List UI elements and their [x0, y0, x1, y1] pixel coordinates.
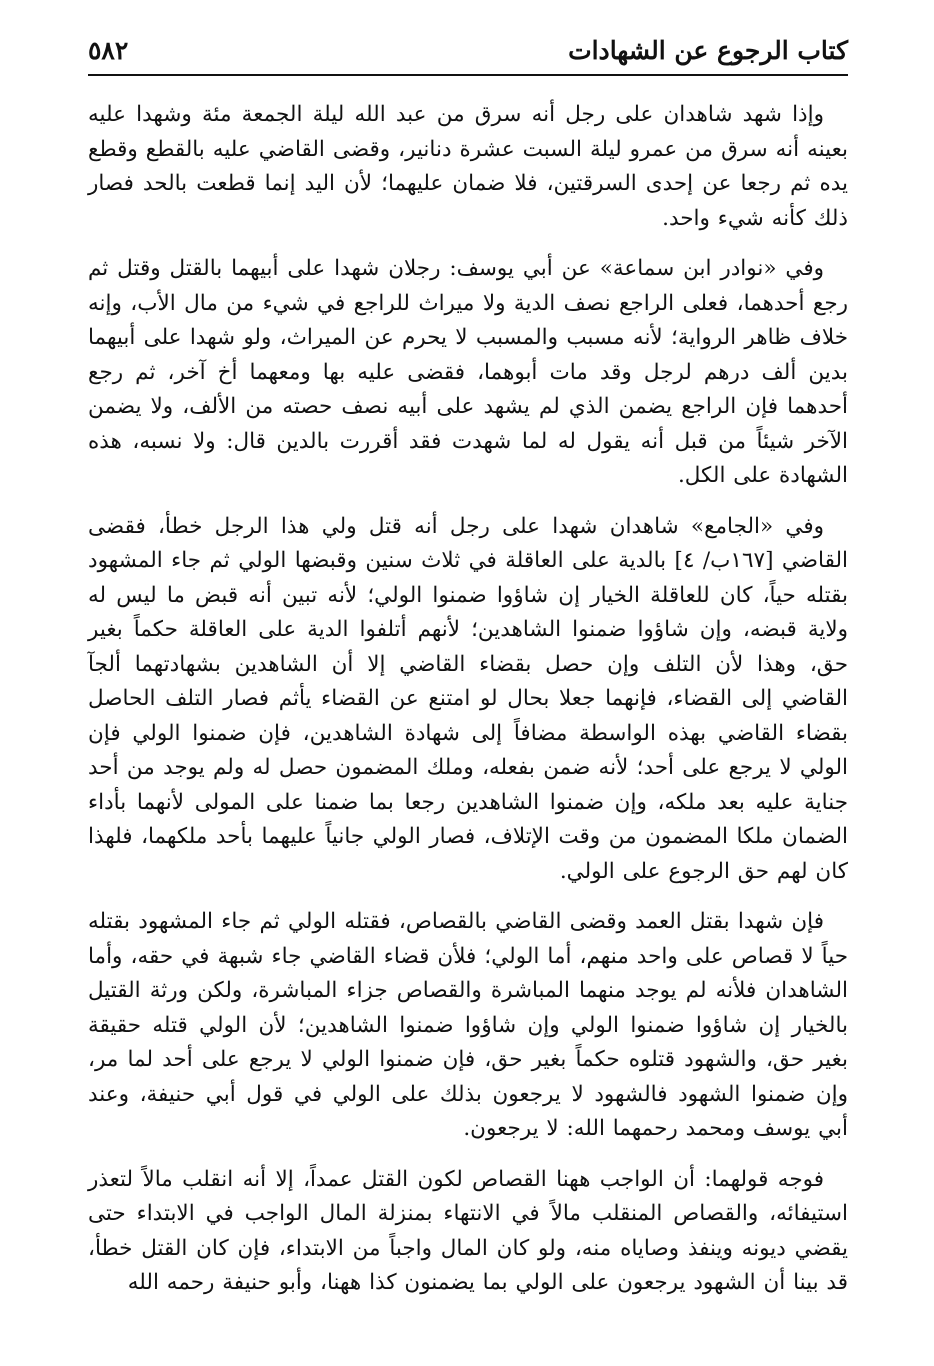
- chapter-title: كتاب الرجوع عن الشهادات: [568, 36, 848, 65]
- book-page: [88, 30, 848, 1350]
- paragraph: وإذا شهد شاهدان على رجل أنه سرق من عبد الله ليلة الجمعة مئة وشهدا عليه بعينه أنه سرق من عمرو ليلة السبت عشرة دنانير، وقضى القاضي عليه بالقطع وقطع يده ثم رجعا عن إحدى السرقتين، فلا ضمان عليهما؛ لأن اليد إنما قطعت بالحد فصار ذلك كأنه شيء واحد.: [88, 102, 848, 231]
- running-header: [88, 30, 848, 76]
- page-number: ٥٨٢: [88, 36, 129, 65]
- body-text: [88, 98, 848, 1301]
- paragraph: فإن شهدا بقتل العمد وقضى القاضي بالقصاص، فقتله الولي ثم جاء المشهود بقتله حياً لا قصاص على واحد منهم، أما الولي؛ فلأن قضاء القاضي جاء شبهة في حقه، وأما الشاهدان فلأنه لم يوجد منهما المباشرة والقصاص جزاء المباشرة، ولكن ورثة القتيل بالخيار إن شاؤوا ضمنوا الولي وإن شاؤوا ضمنوا الشاهدين؛ لأن الولي قتله حقيقة بغير حق، والشهود قتلوه حكماً بغير حق، فإن ضمنوا الولي لا يرجع على أحد لما مر، وإن ضمنوا الشهود فالشهود لا يرجعون بذلك على الولي في قول أبي حنيفة، وعند أبي يوسف ومحمد رحمهما الله: لا يرجعون.: [88, 909, 848, 1141]
- paragraph: وفي «نوادر ابن سماعة» عن أبي يوسف: رجلان شهدا على أبيهما بالقتل وقتل ثم رجع أحدهما، فعلى الراجع نصف الدية ولا ميراث للراجع في شيء من مال الأب، وإنه خلاف ظاهر الرواية؛ لأنه مسبب والمسبب لا يحرم عن الميراث، ولو شهدا على أبيهما بدين ألف درهم لرجل وقد مات أبوهما، فقضى عليه بها ومعهما أخ آخر، ثم رجع أحدهما فإن الراجع يضمن الذي لم يشهد على أبيه نصف حصته من الألف، ولا يضمن الآخر شيئاً من قبل أنه يقول له لما شهدت فقد أقررت بالدين قال: ولا نسبه، هذه الشهادة على الكل.: [88, 256, 848, 488]
- paragraph: فوجه قولهما: أن الواجب ههنا القصاص لكون القتل عمداً، إلا أنه انقلب مالاً لتعذر استيفائه، والقصاص المنقلب مالاً في الانتهاء بمنزلة المال الواجب في الابتداء حتى يقضي ديونه وينفذ وصاياه منه، ولو كان المال واجباً من الابتداء، فإن كان القتل خطأ، قد بينا أن الشهود يرجعون على الولي بما يضمنون كذا ههنا، وأبو حنيفة رحمه الله: [88, 1166, 848, 1295]
- paragraph: وفي «الجامع» شاهدان شهدا على رجل أنه قتل ولي هذا الرجل خطأ، فقضى القاضي [١٦٧ب/ ٤] بالدية على العاقلة في ثلاث سنين وقبضها الولي ثم جاء المشهود بقتله حياً، كان للعاقلة الخيار إن شاؤوا ضمنوا الولي؛ لأنه تبين أنه قبض ما ليس له ولاية قبضه، وإن شاؤوا ضمنوا الشاهدين؛ لأنهم أتلفوا الدية على العاقلة حكماً بغير حق، وهذا لأن التلف وإن حصل بقضاء القاضي إلا أن الشاهدين بشهادتهما ألجآ القاضي إلى القضاء، فإنهما جعلا بحال لو امتنع عن القضاء يأثم فصار التلف الحاصل بقضاء القاضي بهذه الواسطة مضافاً إلى شهادة الشاهدين، فإن ضمنوا الولي فإن الولي لا يرجع على أحد؛ لأنه ضمن بفعله، وملك المضمون حصل له ولم يوجد من أحد جناية عليه بعد ملكه، وإن ضمنوا الشاهدين رجعا بما ضمنا على المولى لأنهما بأداء الضمان ملكا المضمون من وقت الإتلاف، فصار الولي جانياً عليهما بأحد ملكهما، فلهذا كان لهم حق الرجوع على الولي.: [88, 513, 848, 884]
